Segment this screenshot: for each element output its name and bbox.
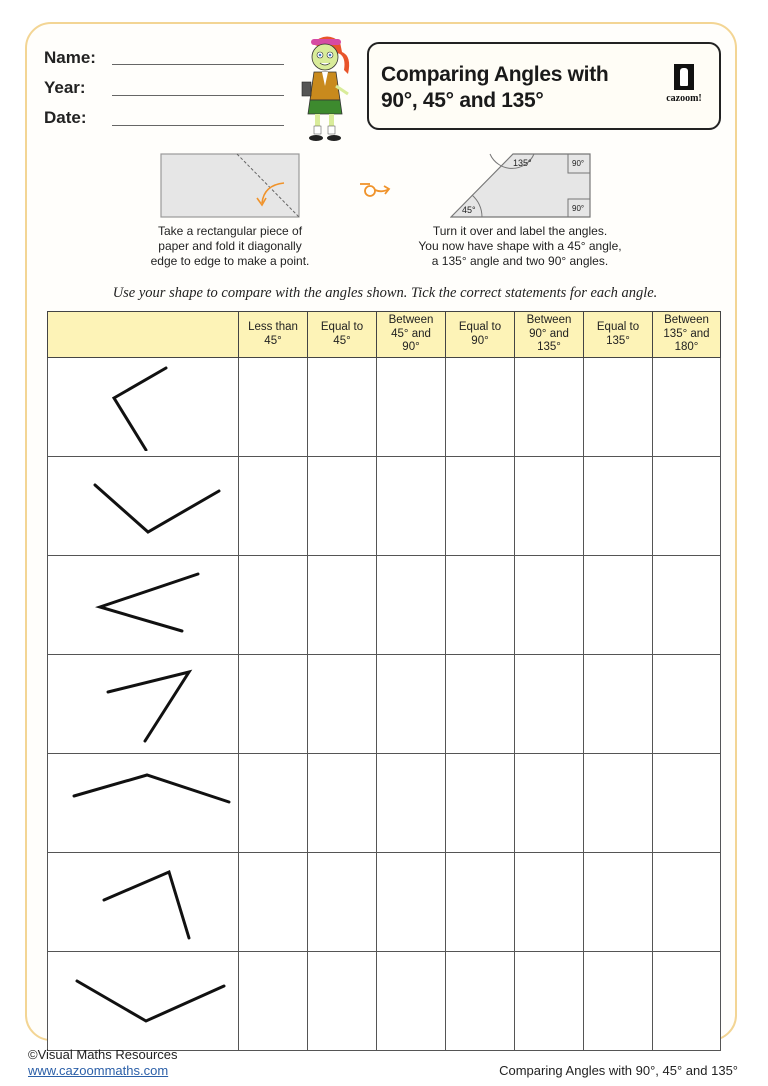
angle-comparison-table: [47, 311, 721, 1051]
caption-line: a 135° angle and two 90° angles.: [431, 254, 609, 268]
tick-cell-between-135-180[interactable]: [653, 952, 721, 1051]
angle-cell: [48, 655, 239, 754]
tick-cell-equal-135[interactable]: [584, 952, 653, 1051]
tick-cell-between-45-90[interactable]: [377, 853, 446, 952]
tick-cell-between-45-90[interactable]: [377, 457, 446, 556]
labelled-shape-diagram: [450, 153, 592, 219]
tick-cell-equal-90[interactable]: [446, 358, 515, 457]
caption-line: You now have shape with a 45° angle,: [418, 239, 622, 253]
angle-drawing: [48, 754, 238, 847]
tick-cell-equal-90[interactable]: [446, 952, 515, 1051]
tick-cell-less-than-45[interactable]: [239, 853, 308, 952]
tick-cell-equal-90[interactable]: [446, 853, 515, 952]
tick-cell-between-45-90[interactable]: [377, 952, 446, 1051]
tick-cell-between-135-180[interactable]: [653, 457, 721, 556]
cazoom-logo: [661, 64, 707, 112]
year-field[interactable]: [112, 95, 284, 96]
angle-cell: [48, 358, 239, 457]
angle-cell: [48, 754, 239, 853]
tick-cell-less-than-45[interactable]: [239, 358, 308, 457]
header-between-90-135: Between 90° and 135°: [515, 312, 584, 358]
tick-cell-equal-45[interactable]: [308, 358, 377, 457]
caption-line: Turn it over and label the angles.: [432, 224, 608, 238]
year-label: Year:: [44, 78, 86, 97]
tick-cell-between-45-90[interactable]: [377, 556, 446, 655]
tick-cell-between-90-135[interactable]: [515, 358, 584, 457]
tick-cell-less-than-45[interactable]: [239, 655, 308, 754]
tick-cell-between-135-180[interactable]: [653, 655, 721, 754]
turn-over-arrow-icon: [358, 180, 394, 202]
angle-cell: [48, 457, 239, 556]
angle-cell: [48, 952, 239, 1051]
cazoom-logo-text: cazoom!: [666, 93, 702, 104]
tick-cell-between-135-180[interactable]: [653, 853, 721, 952]
tick-cell-equal-135[interactable]: [584, 556, 653, 655]
tick-cell-between-45-90[interactable]: [377, 358, 446, 457]
table-row: [48, 754, 721, 853]
instruction-text: Use your shape to compare with the angles shown. Tick the correct statements for each angle.: [112, 285, 658, 301]
date-label: Date:: [44, 108, 87, 127]
tick-cell-equal-135[interactable]: [584, 853, 653, 952]
tick-cell-equal-45[interactable]: [308, 754, 377, 853]
table-row: [48, 358, 721, 457]
tick-cell-equal-90[interactable]: [446, 754, 515, 853]
footer-left: [28, 1047, 178, 1079]
angle-cell: [48, 853, 239, 952]
title-box: [367, 42, 721, 130]
label-45: 45°: [462, 205, 476, 215]
worksheet-title: [381, 62, 608, 114]
header-less-than-45: Less than 45°: [239, 312, 308, 358]
tick-cell-equal-135[interactable]: [584, 358, 653, 457]
angle-drawing: [48, 853, 238, 946]
angle-drawing: [48, 457, 238, 550]
header-equal-135: Equal to 135°: [584, 312, 653, 358]
girl-illustration: [296, 30, 356, 145]
tick-cell-equal-45[interactable]: [308, 457, 377, 556]
label-90-top: 90°: [572, 159, 585, 168]
header-between-135-180: Between 135° and 180°: [653, 312, 721, 358]
tick-cell-between-45-90[interactable]: [377, 655, 446, 754]
tick-cell-between-135-180[interactable]: [653, 358, 721, 457]
caption-line: Take a rectangular piece of: [157, 224, 303, 238]
tick-cell-less-than-45[interactable]: [239, 952, 308, 1051]
angle-drawing: [48, 655, 238, 748]
header-angle: [48, 312, 239, 358]
tick-cell-less-than-45[interactable]: [239, 457, 308, 556]
tick-cell-equal-135[interactable]: [584, 655, 653, 754]
tick-cell-equal-135[interactable]: [584, 457, 653, 556]
name-label: Name:: [44, 48, 96, 67]
tick-cell-between-135-180[interactable]: [653, 556, 721, 655]
step1-caption: [130, 224, 330, 269]
table-row: [48, 556, 721, 655]
angle-cell: [48, 556, 239, 655]
step2-caption: [395, 224, 645, 269]
title-line-1: Comparing Angles with: [381, 63, 609, 86]
angle-drawing: [48, 556, 238, 649]
tick-cell-equal-45[interactable]: [308, 952, 377, 1051]
tick-cell-equal-45[interactable]: [308, 556, 377, 655]
title-line-2: 90°, 45° and 135°: [381, 89, 544, 112]
caption-line: paper and fold it diagonally: [158, 239, 302, 253]
tick-cell-equal-90[interactable]: [446, 556, 515, 655]
tick-cell-between-135-180[interactable]: [653, 754, 721, 853]
website-link[interactable]: www.cazoommaths.com: [28, 1063, 169, 1078]
copyright-text: ©Visual Maths Resources: [28, 1047, 178, 1062]
tick-cell-equal-45[interactable]: [308, 853, 377, 952]
caption-line: edge to edge to make a point.: [150, 254, 310, 268]
tick-cell-less-than-45[interactable]: [239, 556, 308, 655]
tick-cell-between-90-135[interactable]: [515, 556, 584, 655]
label-90-bottom: 90°: [572, 204, 585, 213]
table-row: [48, 952, 721, 1051]
table-row: [48, 853, 721, 952]
date-field[interactable]: [112, 125, 284, 126]
footer-title: Comparing Angles with 90°, 45° and 135°: [499, 1063, 738, 1078]
tick-cell-equal-90[interactable]: [446, 457, 515, 556]
tick-cell-between-90-135[interactable]: [515, 457, 584, 556]
tick-cell-between-90-135[interactable]: [515, 655, 584, 754]
header-between-45-90: Between 45° and 90°: [377, 312, 446, 358]
table-row: [48, 457, 721, 556]
table-row: [48, 655, 721, 754]
angle-drawing: [48, 952, 238, 1045]
tick-cell-between-45-90[interactable]: [377, 754, 446, 853]
name-field[interactable]: [112, 64, 284, 65]
tick-cell-equal-135[interactable]: [584, 754, 653, 853]
label-135: 135°: [513, 158, 532, 168]
tick-cell-equal-45[interactable]: [308, 655, 377, 754]
header-equal-45: Equal to 45°: [308, 312, 377, 358]
table-header-row: [48, 312, 721, 358]
angle-drawing: [48, 358, 238, 451]
tick-cell-between-90-135[interactable]: [515, 754, 584, 853]
fold-paper-diagram: [160, 153, 300, 219]
header-equal-90: Equal to 90°: [446, 312, 515, 358]
tick-cell-less-than-45[interactable]: [239, 754, 308, 853]
cazoom-logo-icon: [674, 64, 694, 90]
tick-cell-between-90-135[interactable]: [515, 853, 584, 952]
tick-cell-equal-90[interactable]: [446, 655, 515, 754]
tick-cell-between-90-135[interactable]: [515, 952, 584, 1051]
